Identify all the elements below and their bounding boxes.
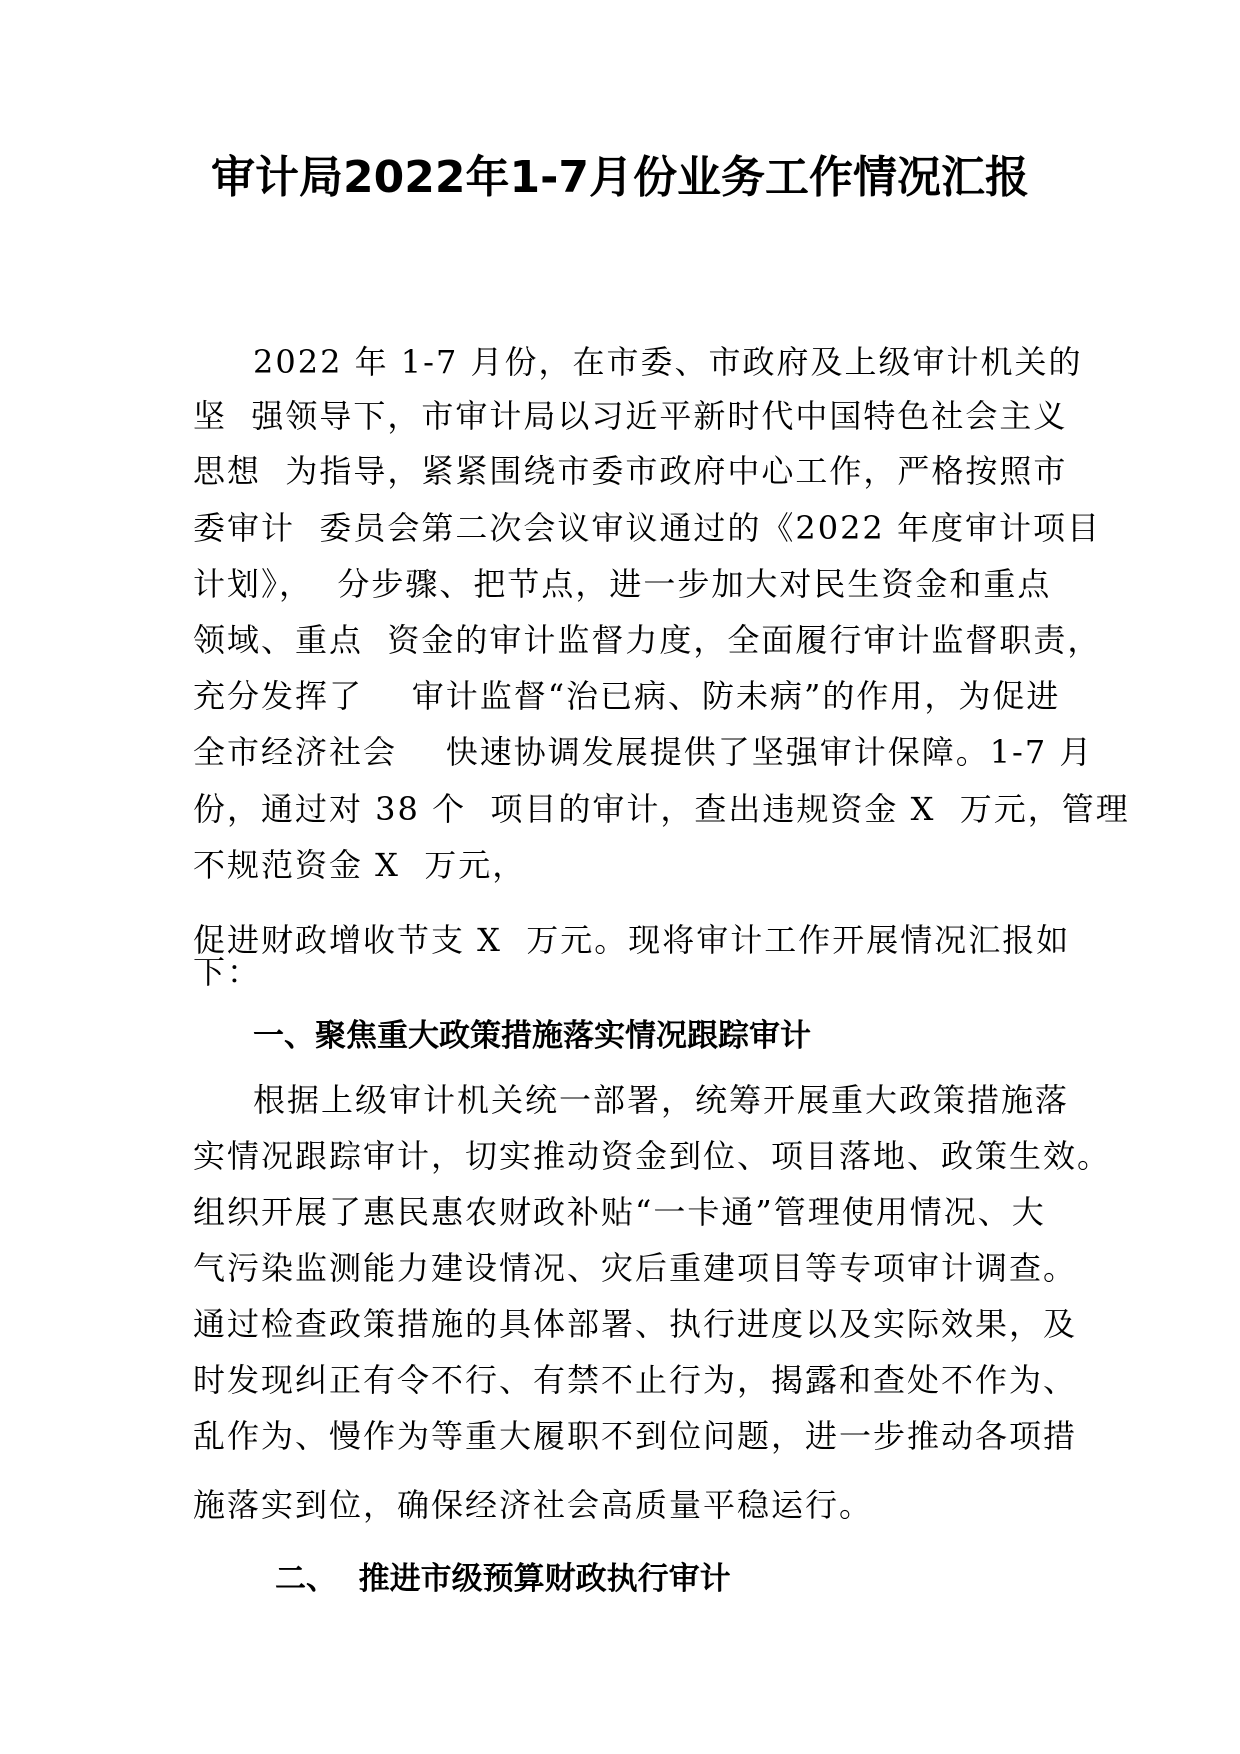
paragraph-line: 全市经济社会 快速协调发展提供了坚强审计保障。1-7 月	[193, 733, 1094, 771]
document-title: 审计局2022年1-7月份业务工作情况汇报	[211, 152, 1029, 203]
paragraph-line: 不规范资金 X 万元，	[193, 846, 527, 884]
paragraph-line: 气污染监测能力建设情况、灾后重建项目等专项审计调查。	[193, 1249, 1078, 1287]
paragraph-line: 委审计 委员会第二次会议审议通过的《2022 年度审计项目	[193, 509, 1101, 547]
paragraph-line: 坚 强领导下，市审计局以习近平新时代中国特色社会主义	[193, 397, 1068, 435]
paragraph-line: 计划》， 分步骤、把节点，进一步加大对民生资金和重点	[193, 565, 1052, 603]
section-heading-1: 一、聚焦重大政策措施落实情况跟踪审计	[253, 1018, 811, 1054]
paragraph-line: 施落实到位，确保经济社会高质量平稳运行。	[193, 1486, 874, 1524]
paragraph-line: 充分发挥了 审计监督“治已病、防未病”的作用，为促进	[193, 677, 1061, 715]
paragraph-line: 通过检查政策措施的具体部署、执行进度以及实际效果，及	[193, 1305, 1078, 1343]
section-heading-2: 二、 推进市级预算财政执行审计	[275, 1561, 731, 1597]
paragraph-line: 根据上级审计机关统一部署，统筹开展重大政策措施落	[253, 1081, 1070, 1119]
paragraph-line: 思想 为指导，紧紧围绕市委市政府中心工作，严格按照市	[193, 452, 1068, 490]
paragraph-line: 促进财政增收节支 X 万元。现将审计工作开展情况汇报如	[193, 921, 1071, 959]
paragraph-line: 下：	[193, 953, 262, 991]
paragraph-line: 实情况跟踪审计，切实推动资金到位、项目落地、政策生效。	[193, 1137, 1112, 1175]
paragraph-line: 乱作为、慢作为等重大履职不到位问题，进一步推动各项措	[193, 1417, 1078, 1455]
paragraph-line: 份，通过对 38 个 项目的审计，查出违规资金 X 万元，管理	[193, 790, 1130, 828]
paragraph-line: 领域、重点 资金的审计监督力度，全面履行审计监督职责，	[193, 621, 1102, 659]
paragraph-line: 2022 年 1-7 月份，在市委、市政府及上级审计机关的	[253, 343, 1083, 381]
paragraph-line: 时发现纠正有令不行、有禁不止行为，揭露和查处不作为、	[193, 1361, 1078, 1399]
paragraph-line: 组织开展了惠民惠农财政补贴“一卡通”管理使用情况、大	[193, 1193, 1046, 1231]
